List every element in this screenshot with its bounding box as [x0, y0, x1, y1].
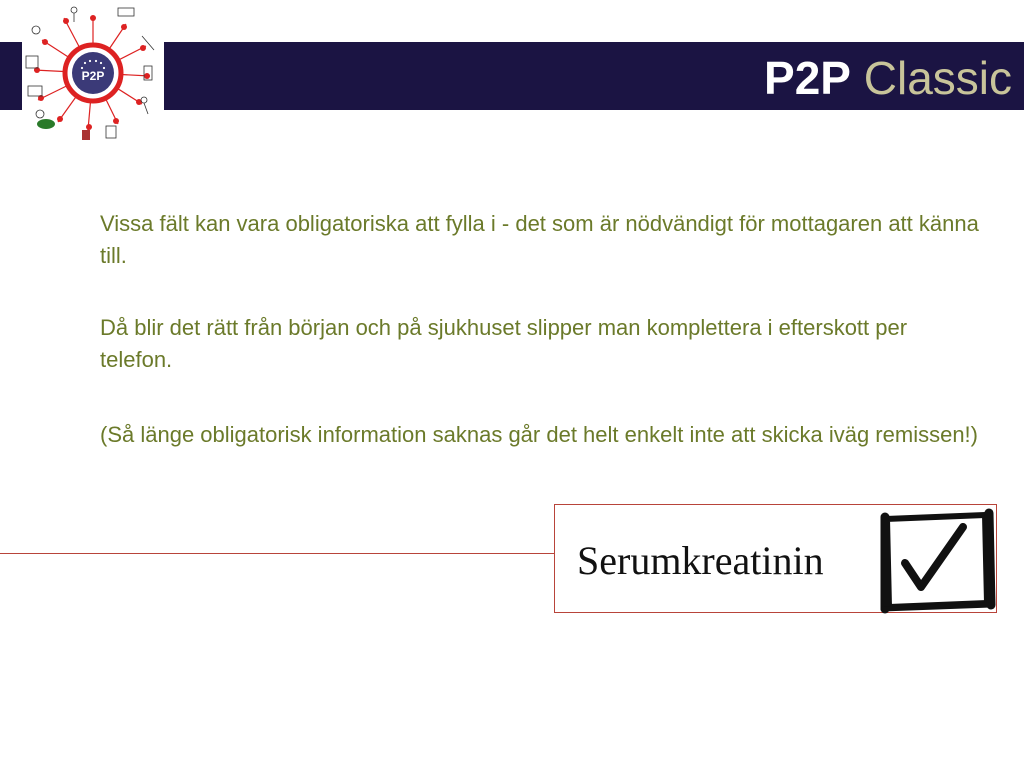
logo-badge-text: P2P: [81, 69, 105, 83]
checked-checkbox-icon: [877, 505, 999, 622]
required-field-example: [554, 504, 997, 613]
title-bold: P2P: [764, 52, 851, 104]
paragraph-correct-from-start: Då blir det rätt från början och på sjukhuset slipper man komplettera i efterskott per telefon.: [100, 315, 908, 372]
p2p-logo: [22, 0, 164, 142]
title-light: Classic: [863, 52, 1012, 104]
logo-graphic: [22, 0, 164, 142]
body-text: [100, 208, 980, 454]
page-title: [764, 50, 1012, 106]
paragraph-required-fields: Vissa fält kan vara obligatoriska att fylla i - det som är nödvändigt för mottagaren att känna till.: [100, 211, 979, 268]
divider-line: [0, 553, 556, 554]
field-label: Serumkreatinin: [577, 538, 824, 583]
paragraph-cannot-send: (Så länge obligatorisk information saknas går det helt enkelt inte att skicka iväg remissen!): [100, 422, 978, 447]
